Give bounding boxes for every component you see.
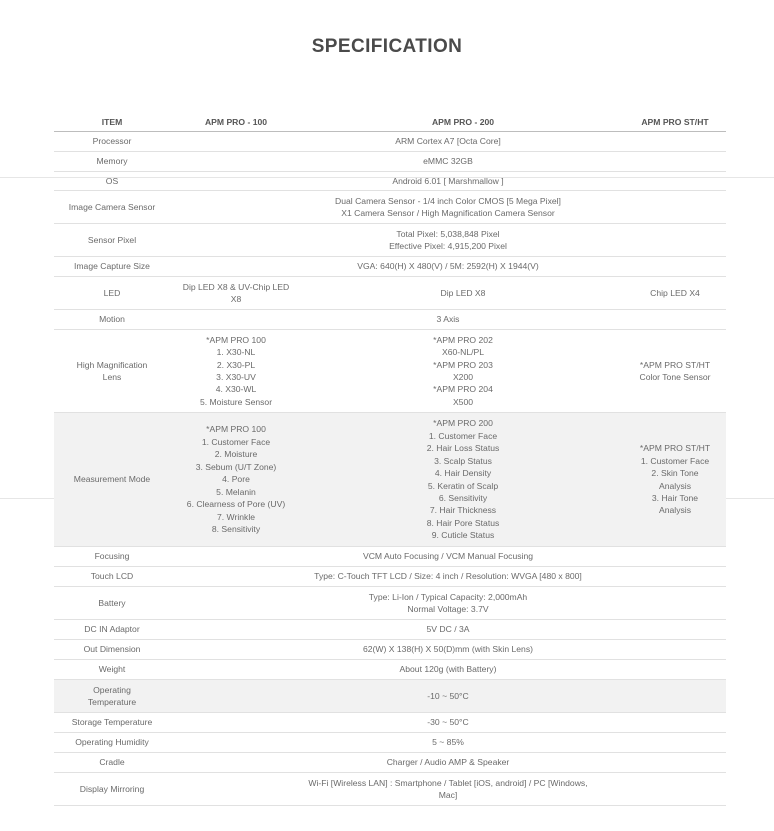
table-row [54, 587, 726, 620]
row-value: Type: C-Touch TFT LCD / Size: 4 inch / Resolution: WVGA [480 x 800] [170, 567, 726, 587]
row-label: OS [54, 172, 170, 191]
row-label: High Magnification Lens [54, 330, 170, 413]
row-value: Charger / Audio AMP & Speaker [170, 753, 726, 773]
table-row [54, 132, 726, 152]
header-apm-pro-st-ht: APM PRO ST/HT [624, 113, 726, 132]
row-label: Operating Temperature [54, 680, 170, 713]
row-value: Type: Li-Ion / Typical Capacity: 2,000mAh Normal Voltage: 3.7V [170, 587, 726, 620]
table-row [54, 277, 726, 310]
header-item: ITEM [54, 113, 170, 132]
row-label: DC IN Adaptor [54, 620, 170, 640]
table-row [54, 310, 726, 330]
row-label: Storage Temperature [54, 713, 170, 733]
table-row [54, 152, 726, 172]
row-label: Image Camera Sensor [54, 191, 170, 224]
row-label: Display Mirroring [54, 773, 170, 806]
row-value: Android 6.01 [ Marshmallow ] [170, 172, 726, 191]
table-row [54, 753, 726, 773]
row-value-apm-pro-100: *APM PRO 100 1. X30-NL 2. X30-PL 3. X30-UV 4. X30-WL 5. Moisture Sensor [170, 330, 302, 413]
row-label: Processor [54, 132, 170, 152]
table-row [54, 620, 726, 640]
table-row [54, 680, 726, 713]
row-label: Touch LCD [54, 567, 170, 587]
row-value-apm-pro-st-ht: Chip LED X4 [624, 277, 726, 310]
table-row [54, 640, 726, 660]
row-value: 3 Axis [170, 310, 726, 330]
table-row [54, 172, 726, 191]
table-row [54, 224, 726, 257]
row-label: Cradle [54, 753, 170, 773]
row-value: Wi-Fi [Wireless LAN] : Smartphone / Tablet [iOS, android] / PC [Windows, Mac] [170, 773, 726, 806]
row-value-apm-pro-100: Dip LED X8 & UV-Chip LED X8 [170, 277, 302, 310]
row-value: -30 ~ 50°C [170, 713, 726, 733]
row-value: Dual Camera Sensor - 1/4 inch Color CMOS [5 Mega Pixel] X1 Camera Sensor / High Magnification Camera Sensor [170, 191, 726, 224]
table-row [54, 733, 726, 753]
row-value: About 120g (with Battery) [170, 660, 726, 680]
row-label: Sensor Pixel [54, 224, 170, 257]
table-row [54, 773, 726, 806]
row-value-apm-pro-st-ht: *APM PRO ST/HT 1. Customer Face 2. Skin Tone Analysis 3. Hair Tone Analysis [624, 413, 726, 547]
row-value: VGA: 640(H) X 480(V) / 5M: 2592(H) X 1944(V) [170, 257, 726, 277]
row-value: 5 ~ 85% [170, 733, 726, 753]
table-header-row [54, 113, 726, 132]
row-label: Operating Humidity [54, 733, 170, 753]
row-value: Total Pixel: 5,038,848 Pixel Effective Pixel: 4,915,200 Pixel [170, 224, 726, 257]
row-label: LED [54, 277, 170, 310]
row-value-apm-pro-200: Dip LED X8 [302, 277, 624, 310]
row-label: Focusing [54, 547, 170, 567]
table-row [54, 567, 726, 587]
row-value: ARM Cortex A7 [Octa Core] [170, 132, 726, 152]
table-row [54, 191, 726, 224]
header-apm-pro-200: APM PRO - 200 [302, 113, 624, 132]
header-apm-pro-100: APM PRO - 100 [170, 113, 302, 132]
row-value-apm-pro-100: *APM PRO 100 1. Customer Face 2. Moisture 3. Sebum (U/T Zone) 4. Pore 5. Melanin 6. Clearness of Pore (UV) 7. Wrinkle 8. Sensitivity [170, 413, 302, 547]
row-value: eMMC 32GB [170, 152, 726, 172]
row-label: Out Dimension [54, 640, 170, 660]
row-value: VCM Auto Focusing / VCM Manual Focusing [170, 547, 726, 567]
table-row [54, 660, 726, 680]
table-row [54, 413, 726, 547]
table-row [54, 257, 726, 277]
table-row [54, 713, 726, 733]
row-value: 5V DC / 3A [170, 620, 726, 640]
row-value-apm-pro-200: *APM PRO 202 X60-NL/PL *APM PRO 203 X200 *APM PRO 204 X500 [302, 330, 624, 413]
row-label: Memory [54, 152, 170, 172]
row-label: Battery [54, 587, 170, 620]
table-row [54, 330, 726, 413]
spec-table [54, 113, 726, 806]
table-row [54, 547, 726, 567]
row-value-apm-pro-200: *APM PRO 200 1. Customer Face 2. Hair Loss Status 3. Scalp Status 4. Hair Density 5. Keratin of Scalp 6. Sensitivity 7. Hair Thickness 8. Hair Pore Status 9. Cuticle Status [302, 413, 624, 547]
row-value-apm-pro-st-ht: *APM PRO ST/HT Color Tone Sensor [624, 330, 726, 413]
page-title: SPECIFICATION [311, 36, 463, 57]
row-value: -10 ~ 50°C [170, 680, 726, 713]
row-label: Measurement Mode [54, 413, 170, 547]
row-value: 62(W) X 138(H) X 50(D)mm (with Skin Lens) [170, 640, 726, 660]
row-label: Weight [54, 660, 170, 680]
row-label: Image Capture Size [54, 257, 170, 277]
row-label: Motion [54, 310, 170, 330]
